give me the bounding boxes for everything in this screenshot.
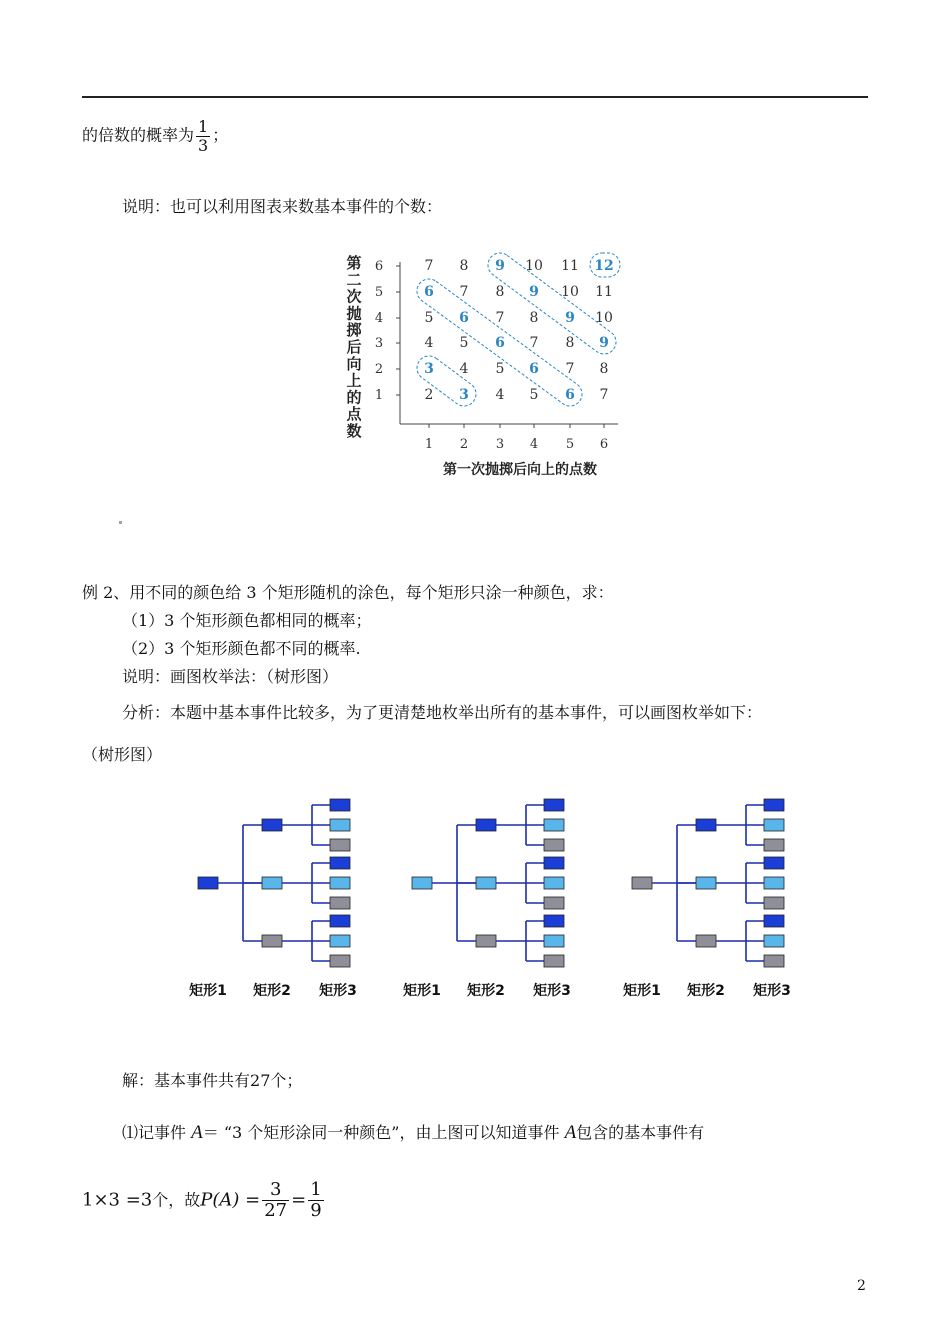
example2-q2: （2）3 个矩形颜色都不同的概率. xyxy=(122,639,361,658)
grid-cell-value: 5 xyxy=(529,387,539,403)
rectangle3-box xyxy=(330,819,350,831)
rectangle3-box xyxy=(544,877,564,889)
grid-cell-value: 7 xyxy=(459,284,469,300)
rectangle3-box xyxy=(764,839,784,851)
tree-column-label: 矩形2 xyxy=(467,983,505,999)
probability-text: 的倍数的概率为 xyxy=(82,125,195,145)
x-tick-label: 3 xyxy=(495,437,505,452)
rectangle1-box xyxy=(632,877,652,889)
y-axis-label-char: 点 xyxy=(346,405,362,424)
sum-group-outline xyxy=(412,351,481,411)
rectangle3-box xyxy=(544,857,564,869)
tree-column-label: 矩形2 xyxy=(253,983,291,999)
grid-cell-value: 11 xyxy=(595,284,613,300)
rectangle3-box xyxy=(544,799,564,811)
tree-column-label: 矩形1 xyxy=(189,983,227,999)
grid-cell-value: 4 xyxy=(424,335,434,351)
y-tick-label: 5 xyxy=(374,285,384,300)
rectangle3-box xyxy=(764,915,784,927)
y-tick-label: 2 xyxy=(374,362,384,377)
rectangle2-box xyxy=(262,819,282,831)
rectangle3-box xyxy=(544,935,564,947)
y-axis-label-char: 第 xyxy=(346,254,362,272)
y-tick-label: 3 xyxy=(374,336,384,351)
y-axis-label-char: 上 xyxy=(346,371,362,390)
y-axis-label-char: 抛 xyxy=(346,304,362,323)
x-axis-label: 第一次抛掷后向上的点数 xyxy=(443,462,597,478)
rectangle3-box xyxy=(330,897,350,909)
rectangle3-box xyxy=(764,857,784,869)
rectangle2-box xyxy=(476,935,496,947)
rectangle2-box xyxy=(696,877,716,889)
example2-note: 说明：画图枚举法：（树形图） xyxy=(122,667,339,686)
fraction-3-27: $\frac{3}{27}$ xyxy=(264,1179,288,1221)
tree-column-label: 矩形3 xyxy=(319,983,357,999)
tree-column-label: 矩形1 xyxy=(403,983,441,999)
probability-expression: P(A) = xyxy=(200,1189,261,1211)
rectangle3-box xyxy=(544,915,564,927)
grid-cell-value: 7 xyxy=(495,310,505,326)
solution-line2: ⑴记事件 A＝ “3 个矩形涂同一种颜色”，由上图可以知道事件 A包含的基本事件有 xyxy=(122,1122,705,1143)
grid-cell-value: 10 xyxy=(561,284,579,300)
fraction-one-third: $\frac{1}{3}$ xyxy=(198,117,209,155)
y-tick-label: 6 xyxy=(374,259,384,274)
tree-column-label: 矩形3 xyxy=(753,983,791,999)
y-tick-label: 1 xyxy=(374,388,384,403)
grid-cell-value: 7 xyxy=(565,361,575,377)
solution-line1: 解：基本事件共有27个； xyxy=(122,1071,303,1090)
tree-column-label: 矩形3 xyxy=(533,983,571,999)
grid-cell-value: 8 xyxy=(459,258,469,274)
rectangle3-box xyxy=(764,955,784,967)
y-axis-label-char: 次 xyxy=(346,287,362,306)
event-a: A xyxy=(191,1122,203,1143)
tree-label: （树形图） xyxy=(82,745,163,764)
example2-q1: （1）3 个矩形颜色都相同的概率； xyxy=(122,611,372,630)
grid-cell-value: 8 xyxy=(529,310,539,326)
solution-line3: 1×3 =3个，故P(A) = $\frac{3}{27}$ = $\frac{1}{9}$ xyxy=(82,1179,322,1221)
rectangle3-box xyxy=(544,839,564,851)
grid-cell-value: 4 xyxy=(459,361,469,377)
rectangle3-box xyxy=(330,839,350,851)
rectangle3-box xyxy=(330,955,350,967)
grid-cell-value: 11 xyxy=(561,258,579,274)
grid-cell-value: 5 xyxy=(424,310,434,326)
rectangle2-box xyxy=(476,877,496,889)
grid-cell-value: 10 xyxy=(525,258,543,274)
dice-sum-grid-chart xyxy=(330,248,630,492)
y-axis-label-char: 掷 xyxy=(346,321,362,340)
rectangle3-box xyxy=(764,897,784,909)
grid-cell-value: 8 xyxy=(565,335,575,351)
grid-cell-value: 8 xyxy=(599,361,609,377)
tree-column-label: 矩形2 xyxy=(687,983,725,999)
rectangle1-box xyxy=(412,877,432,889)
rectangle1-box xyxy=(198,877,218,889)
grid-cell-value: 6 xyxy=(459,310,469,326)
tree-column-label: 矩形1 xyxy=(623,983,661,999)
header-rule xyxy=(82,96,868,98)
grid-cell-value: 3 xyxy=(424,361,434,377)
grid-cell-value: 8 xyxy=(495,284,505,300)
rectangle3-box xyxy=(544,955,564,967)
tree-diagrams xyxy=(180,790,820,1024)
example2-analysis: 分析：本题中基本事件比较多，为了更清楚地枚举出所有的基本事件，可以画图枚举如下： xyxy=(122,703,763,722)
rectangle2-box xyxy=(262,877,282,889)
y-tick-label: 4 xyxy=(374,311,384,326)
grid-cell-value: 9 xyxy=(529,284,539,300)
rectangle3-box xyxy=(330,799,350,811)
x-tick-label: 4 xyxy=(529,437,539,452)
grid-cell-value: 6 xyxy=(495,335,505,351)
rectangle3-box xyxy=(764,877,784,889)
grid-cell-value: 10 xyxy=(595,310,613,326)
grid-cell-value: 7 xyxy=(529,335,539,351)
grid-cell-value: 3 xyxy=(459,387,469,403)
rectangle3-box xyxy=(764,799,784,811)
y-axis-label-char: 数 xyxy=(346,422,362,440)
grid-cell-value: 9 xyxy=(599,335,609,351)
rectangle3-box xyxy=(764,819,784,831)
rectangle3-box xyxy=(330,877,350,889)
grid-cell-value: 5 xyxy=(495,361,505,377)
total-count: 27 xyxy=(250,1071,271,1090)
example2-title: 例 2、用不同的颜色给 3 个矩形随机的涂色，每个矩形只涂一种颜色，求： xyxy=(82,583,614,602)
grid-cell-value: 9 xyxy=(565,310,575,326)
rectangle2-box xyxy=(262,935,282,947)
probability-line: 的倍数的概率为 $\frac{1}{3}$ ； xyxy=(82,117,229,155)
x-tick-label: 6 xyxy=(599,437,609,452)
y-axis-label-char: 后 xyxy=(346,338,362,356)
rectangle3-box xyxy=(330,915,350,927)
grid-cell-value: 6 xyxy=(424,284,434,300)
fraction-1-9: $\frac{1}{9}$ xyxy=(310,1179,322,1221)
grid-cell-value: 5 xyxy=(459,335,469,351)
x-tick-label: 1 xyxy=(424,437,434,452)
rectangle2-box xyxy=(696,935,716,947)
rectangle3-box xyxy=(544,819,564,831)
page-number: 2 xyxy=(857,1278,866,1294)
grid-cell-value: 4 xyxy=(495,387,505,403)
stray-mark xyxy=(119,521,122,524)
rectangle3-box xyxy=(544,897,564,909)
note-chart: 说明：也可以利用图表来数基本事件的个数： xyxy=(122,197,443,216)
rectangle3-box xyxy=(764,935,784,947)
y-axis-label-char: 二 xyxy=(346,270,362,289)
rectangle3-box xyxy=(330,935,350,947)
rectangle2-box xyxy=(696,819,716,831)
y-axis-label-char: 的 xyxy=(346,388,362,407)
rectangle2-box xyxy=(476,819,496,831)
grid-cell-value: 6 xyxy=(565,387,575,403)
x-tick-label: 5 xyxy=(565,437,575,452)
y-axis-label-char: 向 xyxy=(346,354,362,373)
x-tick-label: 2 xyxy=(459,437,469,452)
rectangle3-box xyxy=(330,857,350,869)
grid-cell-value: 2 xyxy=(424,387,434,403)
grid-cell-value: 7 xyxy=(424,258,434,274)
grid-cell-value: 7 xyxy=(599,387,609,403)
grid-cell-value: 9 xyxy=(495,258,505,274)
grid-cell-value: 6 xyxy=(529,361,539,377)
grid-cell-value: 12 xyxy=(594,258,614,274)
